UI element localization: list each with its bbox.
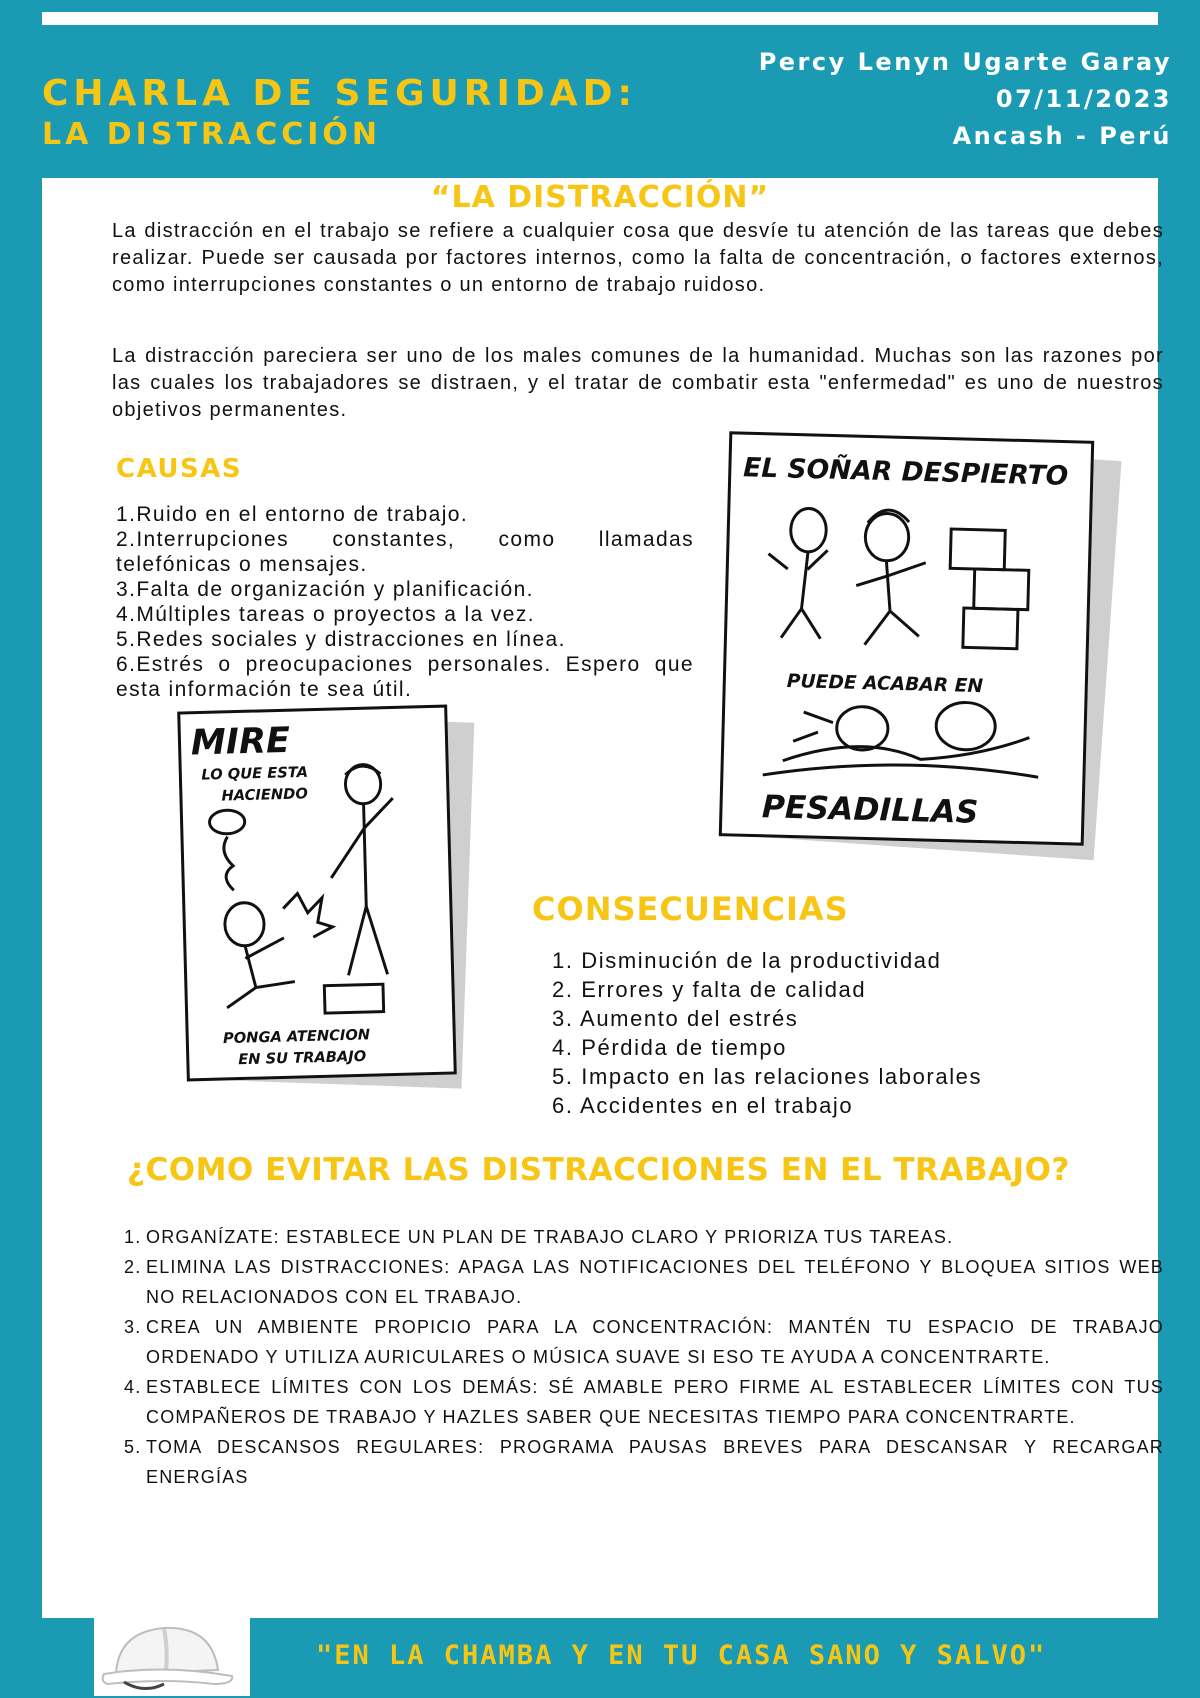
list-item-text: ORGANÍZATE: ESTABLECE UN PLAN DE TRABAJO CLARO Y PRIORIZA TUS TAREAS.: [146, 1227, 954, 1247]
daydream-illustration: [722, 434, 1091, 842]
poster2-bottom2-text: EN SU TRABAJO: [238, 1047, 367, 1069]
evitar-heading: ¿COMO EVITAR LAS DISTRACCIONES EN EL TRABAJO?: [127, 1152, 1070, 1188]
list-item: 6.Estrés o preocupaciones personales. Espero que esta información te sea útil.: [116, 653, 694, 701]
evitar-list: [124, 1222, 1164, 1492]
list-item: [124, 1222, 1164, 1252]
poster2-sub2-text: HACIENDO: [221, 785, 309, 805]
author-name: Percy Lenyn Ugarte Garay: [758, 48, 1172, 76]
poster2-top-text: MIRE: [190, 719, 291, 764]
attention-illustration: [180, 708, 453, 1079]
list-item: 3.Falta de organización y planificación.: [116, 578, 534, 601]
header-info: [759, 44, 1172, 155]
attention-poster: [177, 705, 457, 1082]
list-item-text: TOMA DESCANSOS REGULARES: PROGRAMA PAUSAS BREVES PARA DESCANSAR Y RECARGAR ENERGÍAS: [146, 1437, 1164, 1487]
causas-list: [116, 502, 694, 702]
list-item: 5. Impacto en las relaciones laborales: [552, 1064, 983, 1089]
list-item: 1.Ruido en el entorno de trabajo.: [116, 503, 469, 526]
list-item-number: 2.: [124, 1257, 142, 1277]
list-item-text: ESTABLECE LÍMITES CON LOS DEMÁS: SÉ AMABLE PERO FIRME AL ESTABLECER LÍMITES CON TUS COMPAÑEROS DE TRABAJO Y HAZLES SABER QUE NECESITAS TIEMPO PARA CONCENTRARTE.: [146, 1377, 1164, 1427]
footer-slogan: "EN LA CHAMBA Y EN TU CASA SANO Y SALVO": [316, 1640, 1047, 1671]
list-item: 2. Errores y falta de calidad: [552, 977, 867, 1002]
list-item-number: 1.: [124, 1227, 142, 1247]
list-item-number: 3.: [124, 1317, 142, 1337]
list-item: 5.Redes sociales y distracciones en línea.: [116, 628, 566, 651]
header-title-line2: LA DISTRACCIÓN: [42, 117, 382, 152]
list-item: [124, 1432, 1164, 1492]
poster1-bottom-text: PESADILLAS: [761, 789, 979, 831]
header-title-line1: CHARLA DE SEGURIDAD:: [42, 73, 637, 114]
list-item: 6. Accidentes en el trabajo: [552, 1093, 854, 1118]
poster2-bottom1-text: PONGA ATENCION: [222, 1026, 371, 1048]
helmet-image: [94, 1612, 250, 1696]
list-item: [124, 1372, 1164, 1432]
list-item: 2.Interrupciones constantes, como llamadas telefónicas o mensajes.: [116, 528, 694, 576]
list-item-text: ELIMINA LAS DISTRACCIONES: APAGA LAS NOTIFICACIONES DEL TELÉFONO Y BLOQUEA SITIOS WEB NO RELACIONADOS CON EL TRABAJO.: [146, 1257, 1164, 1307]
poster2-sub1-text: LO QUE ESTA: [201, 763, 309, 784]
main-heading: “LA DISTRACCIÓN”: [430, 180, 770, 215]
top-divider: [42, 12, 1158, 25]
location: Ancash - Perú: [952, 122, 1172, 150]
list-item: 4.Múltiples tareas o proyectos a la vez.: [116, 603, 536, 626]
list-item: [124, 1252, 1164, 1312]
list-item: [124, 1312, 1164, 1372]
poster1-middle-text: PUEDE ACABAR EN: [786, 671, 984, 698]
date: 07/11/2023: [995, 85, 1172, 113]
list-item: 1. Disminución de la productividad: [552, 948, 942, 973]
hard-hat-icon: [94, 1612, 250, 1696]
consecuencias-heading: CONSECUENCIAS: [532, 890, 849, 928]
intro-paragraph-2: La distracción pareciera ser uno de los males comunes de la humanidad. Muchas son las razones por las cuales los trabajadores se distraen, y el tratar de combatir esta "enfermedad" es uno de nuestros objetivos permanentes.: [112, 345, 1164, 421]
list-item-number: 4.: [124, 1377, 142, 1397]
poster1-top-text: EL SOÑAR DESPIERTO: [742, 452, 1069, 492]
consecuencias-list: [552, 946, 982, 1120]
list-item-number: 5.: [124, 1437, 142, 1457]
header-title: [42, 72, 637, 154]
intro-paragraph-1: La distracción en el trabajo se refiere a cualquier cosa que desvíe tu atención de las tareas que debes realizar. Puede ser causada por factores internos, como la falta de concentración, o factores externos, como interrupciones constantes o un entorno de trabajo ruidoso.: [112, 220, 1164, 296]
list-item: 3. Aumento del estrés: [552, 1006, 799, 1031]
list-item-text: CREA UN AMBIENTE PROPICIO PARA LA CONCENTRACIÓN: MANTÉN TU ESPACIO DE TRABAJO ORDENADO Y UTILIZA AURICULARES O MÚSICA SUAVE SI ESO TE AYUDA A CONCENTRARTE.: [146, 1317, 1164, 1367]
content-panel: [42, 178, 1164, 1618]
list-item: 4. Pérdida de tiempo: [552, 1035, 788, 1060]
daydream-poster: [719, 431, 1094, 845]
causas-heading: CAUSAS: [116, 454, 243, 484]
